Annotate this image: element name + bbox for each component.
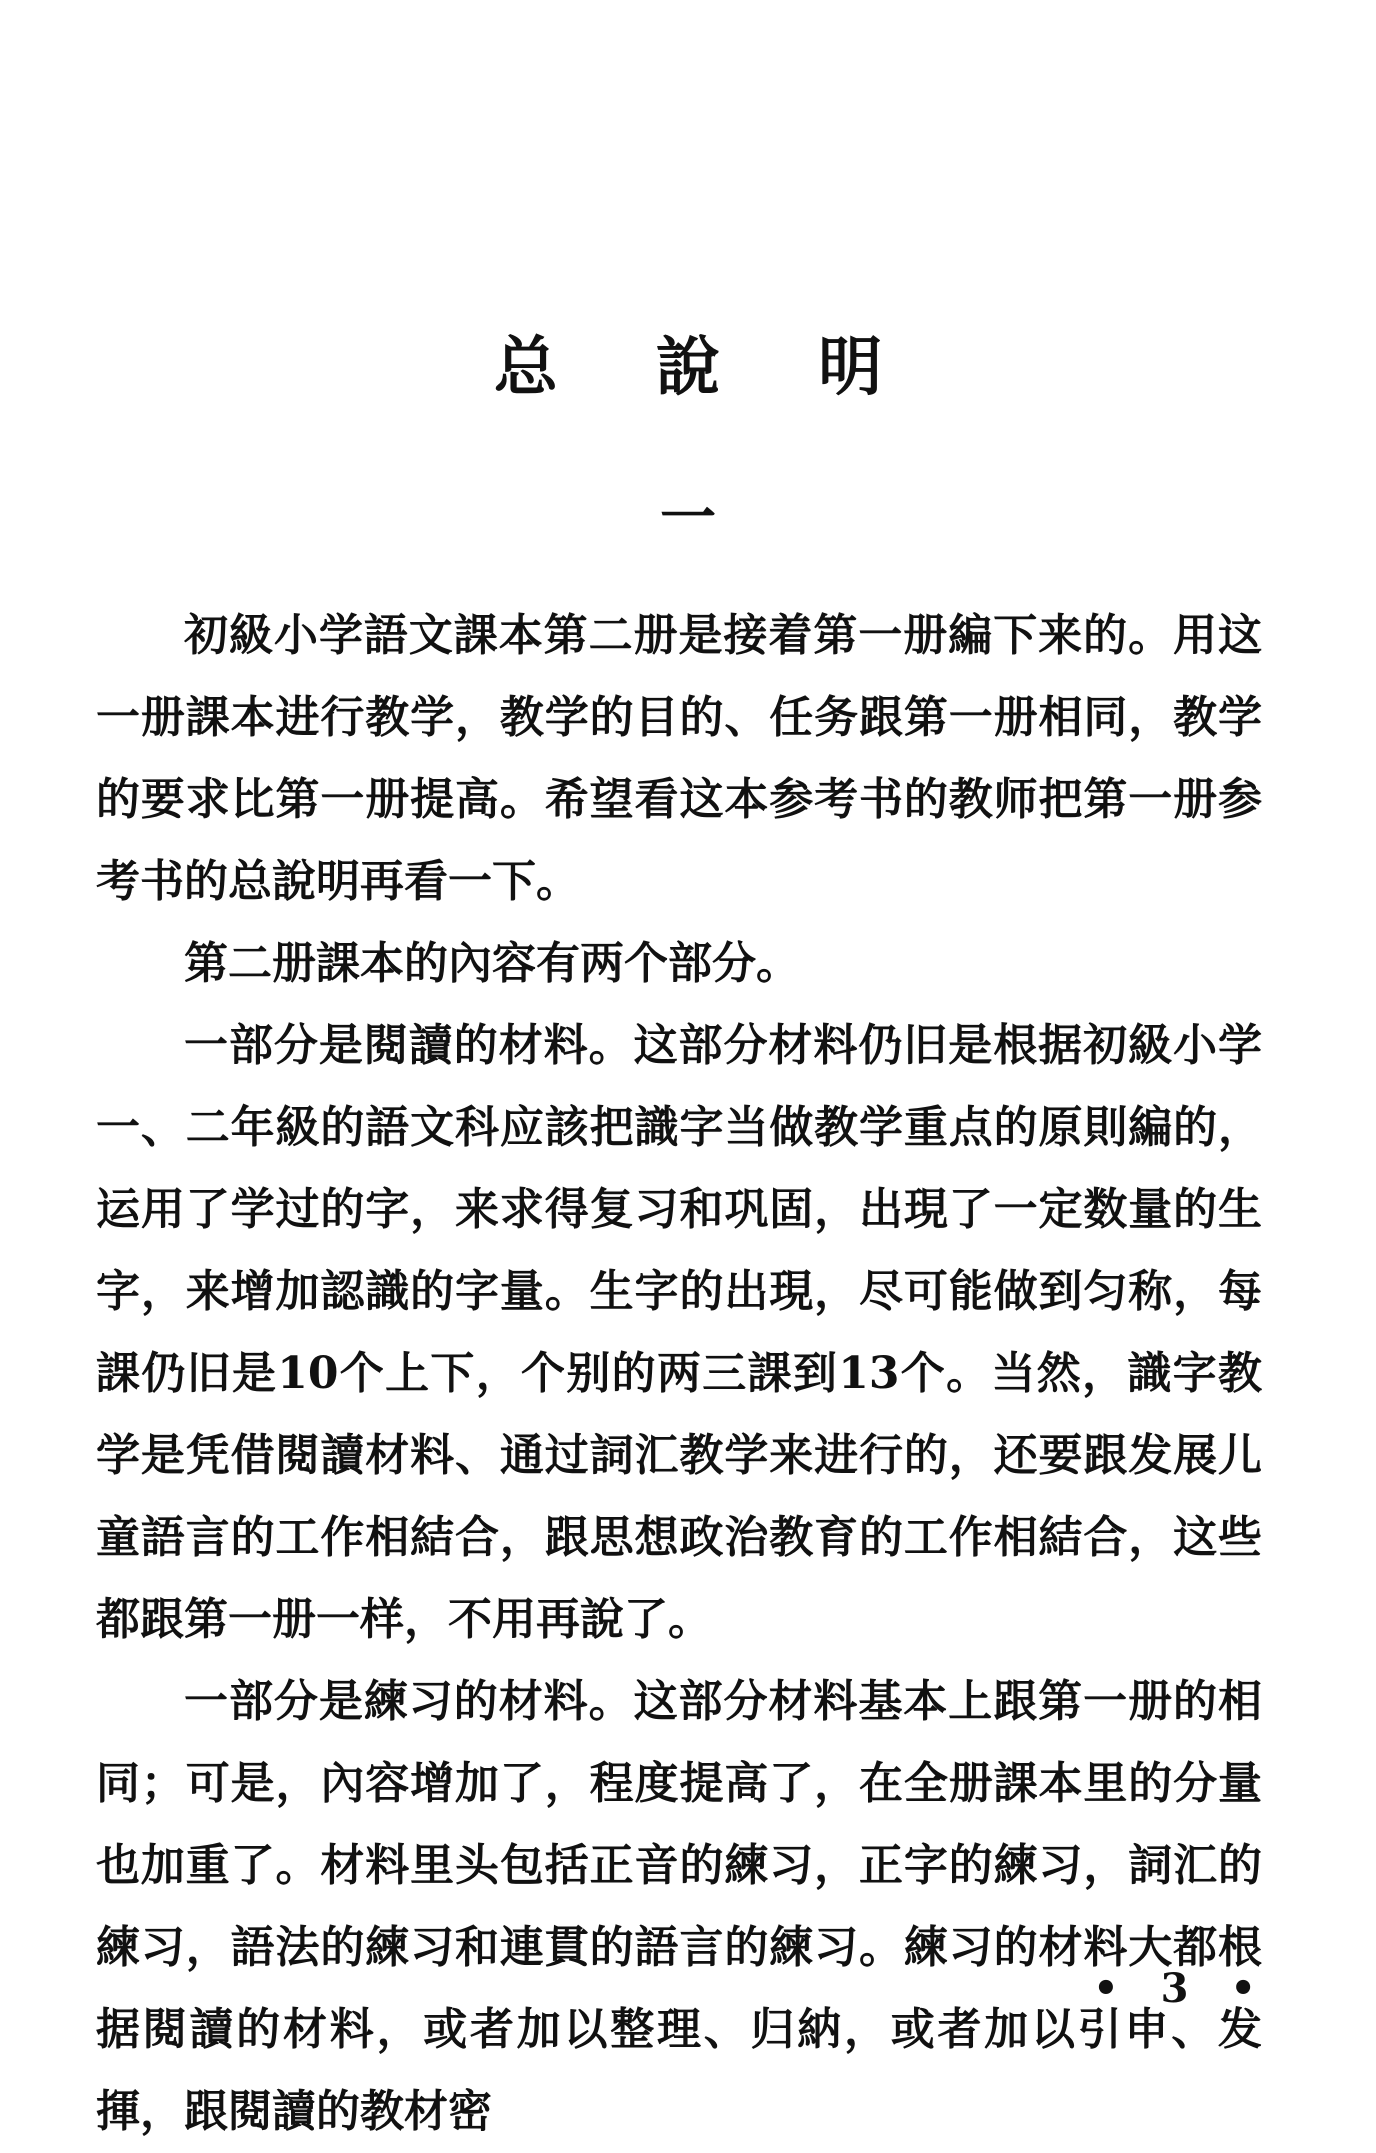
section-number: 一 bbox=[660, 485, 716, 551]
paragraph: 第二册課本的內容有两个部分。 bbox=[184, 938, 800, 989]
paragraph: 一部分是練习的材料。这部分材料基本上跟第一册的相同；可是，內容增加了，程度提高了，在全册課本里的分量也加重了。材料里头包括正音的練习，正字的練习，詞汇的練习，語法的練习和連貫的語言的練习。練习的材料大都根据閱讀的材料，或者加以整理、归納，或者加以引申、发揮，跟閱讀的教材密 bbox=[96, 1676, 1262, 2137]
page-number-text: • 3 • bbox=[1093, 1965, 1270, 2012]
paragraph: 初級小学語文課本第二册是接着第一册編下来的。用这一册課本进行教学，教学的目的、任务跟第一册相同，教学的要求比第一册提高。希望看这本参考书的教师把第一册参考书的总說明再看一下。 bbox=[96, 610, 1262, 907]
body-text bbox=[96, 595, 1262, 2153]
page-title bbox=[0, 330, 1376, 407]
title-char: 說 bbox=[656, 330, 720, 405]
page-number bbox=[0, 1965, 1376, 2012]
title-char: 总 bbox=[493, 330, 558, 405]
title-char: 明 bbox=[818, 330, 883, 405]
paragraph: 一部分是閱讀的材料。这部分材料仍旧是根据初級小学一、二年級的語文科应該把識字当做教学重点的原則編的，运用了学过的字，来求得复习和巩固，出現了一定数量的生字，来增加認識的字量。生字的出現，尽可能做到匀称，每課仍旧是10个上下，个别的两三課到13个。当然，識字教学是凭借閱讀材料、通过詞汇教学来进行的，还要跟发展儿童語言的工作相結合，跟思想政治教育的工作相結合，这些都跟第一册一样，不用再說了。 bbox=[96, 1020, 1262, 1645]
